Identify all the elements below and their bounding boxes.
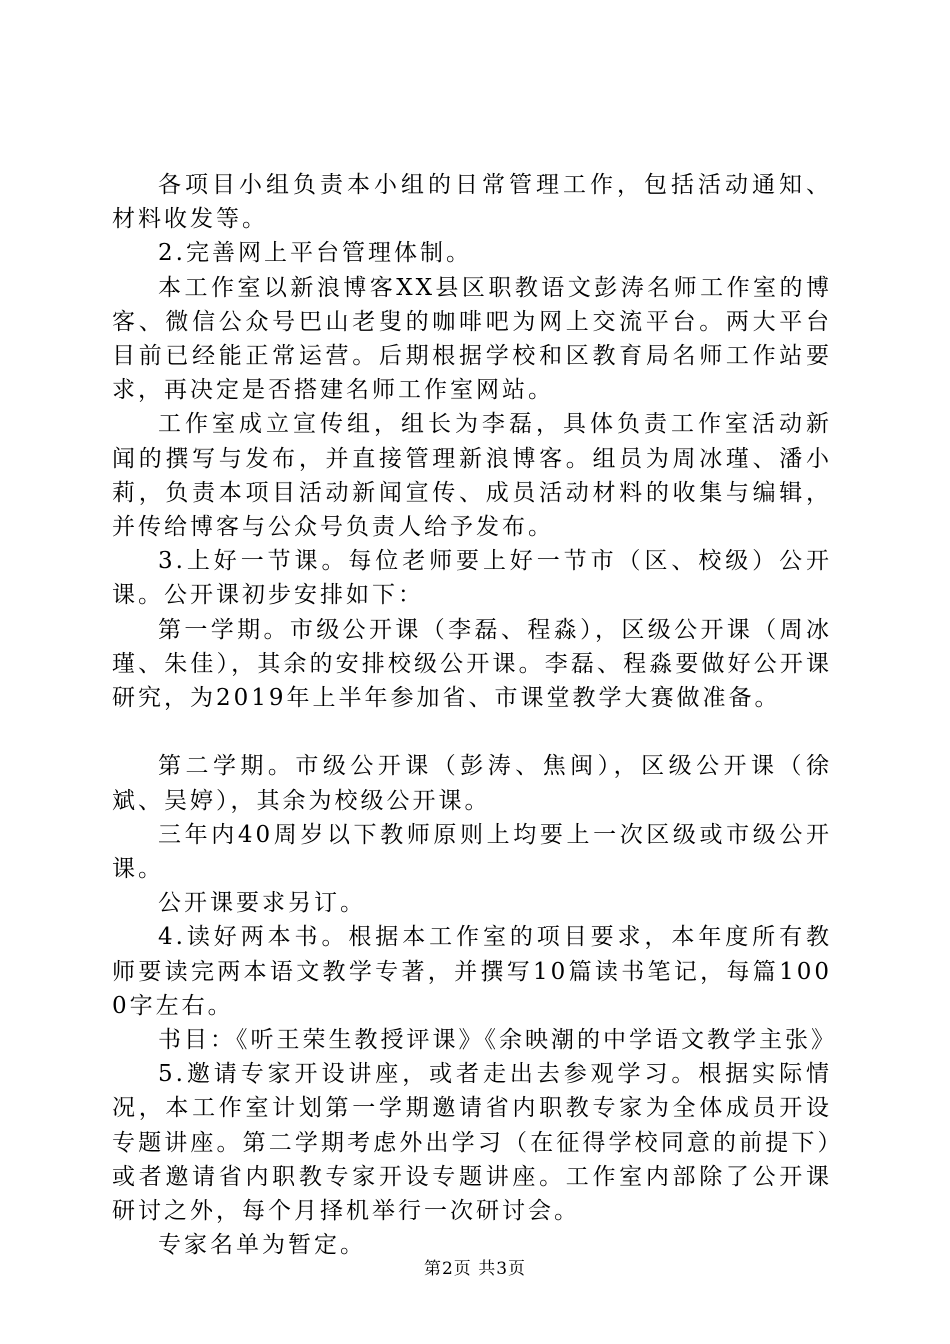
paragraph-requirements: 公开课要求另订。	[158, 890, 366, 917]
paragraph-publicity-group: 工作室成立宣传组，组长为李磊，具体负责工作室活动新闻的撰写与发布，并直接管理新浪博客。组员为周冰瑾、潘小莉，负责本项目活动新闻宣传、成员活动材料的收集与编辑，并传给博客与公众号负责人给予发布。	[112, 411, 832, 541]
paragraph-three-years: 三年内40周岁以下教师原则上均要上一次区级或市级公开课。	[112, 821, 832, 883]
paragraph-second-semester: 第二学期。市级公开课（彭涛、焦闽），区级公开课（徐斌、吴婷），其余为校级公开课。	[112, 753, 832, 814]
paragraph-heading-reading: 4.读好两本书。根据本工作室的项目要求，本年度所有教师要读完两本语文教学专著，并撰写10篇读书笔记，每篇1000字左右。	[112, 924, 832, 1019]
paragraph-expert-lectures: 5.邀请专家开设讲座，或者走出去参观学习。根据实际情况，本工作室计划第一学期邀请省内职教专家为全体成员开设专题讲座。第二学期考虑外出学习（在征得学校同意的前提下）或者邀请省内职教专家开设专题讲座。工作室内部除了公开课研讨之外，每个月择机举行一次研讨会。	[112, 1061, 832, 1225]
paragraph-expert-list: 专家名单为暂定。	[158, 1232, 366, 1259]
paragraph-management-duties: 各项目小组负责本小组的日常管理工作，包括活动通知、材料收发等。	[112, 172, 832, 233]
paragraph-heading-open-class: 3.上好一节课。每位老师要上好一节市（区、校级）公开课。公开课初步安排如下：	[112, 548, 832, 609]
paragraph-online-platform: 本工作室以新浪博客XX县区职教语文彭涛名师工作室的博客、微信公众号巴山老叟的咖啡吧为网上交流平台。两大平台目前已经能正常运营。后期根据学校和区教育局名师工作站要求，再决定是否搭建名师工作室网站。	[112, 274, 832, 404]
paragraph-heading-online-platform: 2.完善网上平台管理体制。	[158, 240, 472, 267]
paragraph-first-semester: 第一学期。市级公开课（李磊、程淼），区级公开课（周冰瑾、朱佳），其余的安排校级公开课。李磊、程淼要做好公开课研究，为2019年上半年参加省、市课堂教学大赛做准备。	[112, 616, 832, 712]
document-body	[112, 168, 837, 1262]
paragraph-book-list: 书目：《听王荣生教授评课》《余映潮的中学语文教学主张》	[158, 1027, 837, 1054]
blank-line	[112, 715, 832, 749]
page-number-footer: 第2页 共3页	[423, 1259, 527, 1279]
